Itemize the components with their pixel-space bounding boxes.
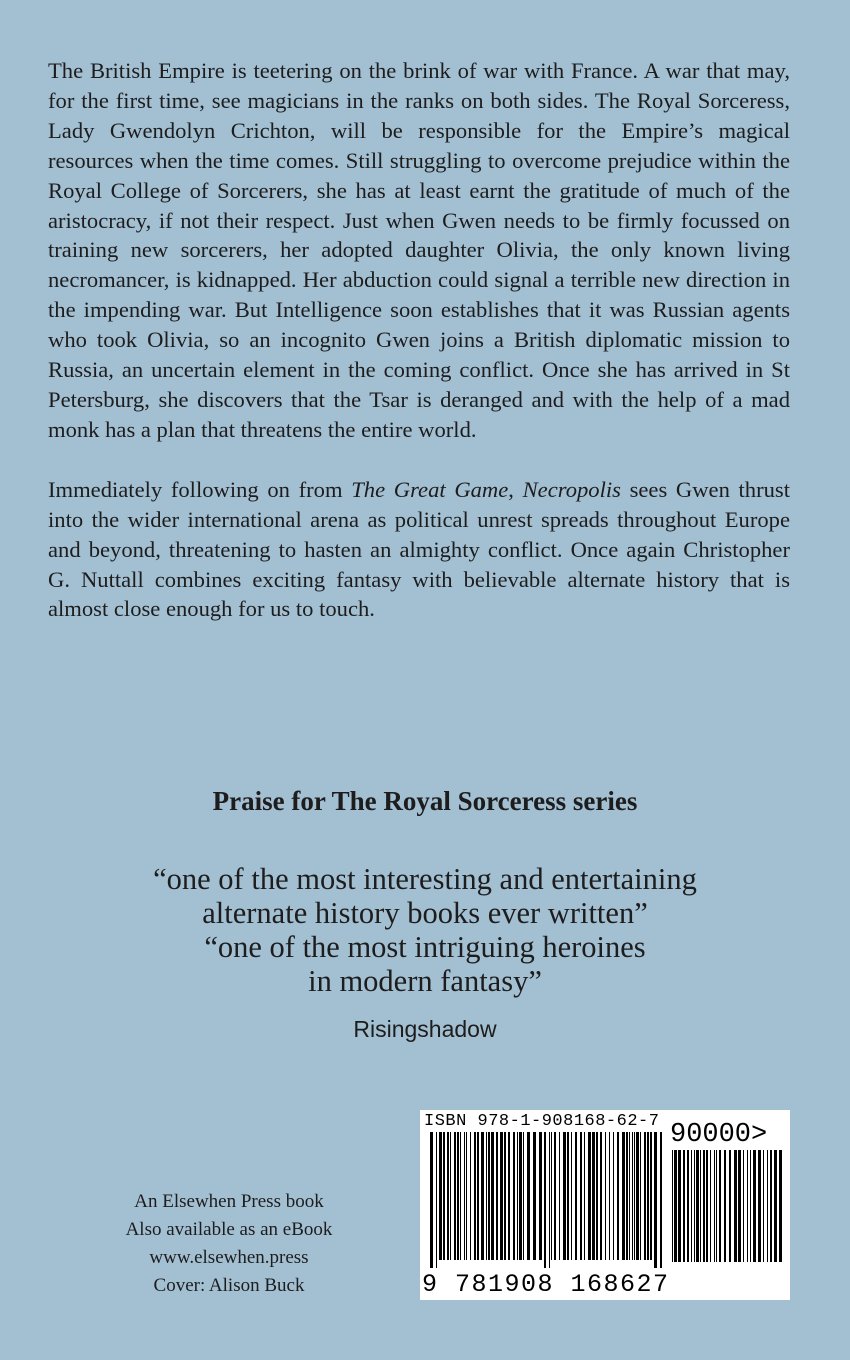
barcode-bar (758, 1150, 761, 1262)
barcode-bar (774, 1150, 777, 1262)
quote-2-line-2: in modern fantasy” (308, 964, 542, 998)
isbn-label: ISBN 978-1-908168-62-7 (424, 1112, 660, 1131)
barcode-bar (554, 1132, 556, 1260)
quote-2-line-1: “one of the most intriguing heroines (204, 930, 646, 964)
barcode-bar (481, 1132, 484, 1260)
barcode-bar (513, 1132, 515, 1260)
barcode-bar (486, 1132, 487, 1260)
barcode-bar (747, 1150, 748, 1262)
barcode-bar (504, 1132, 506, 1260)
barcode-bar (660, 1132, 662, 1268)
barcode-bar (706, 1150, 708, 1262)
barcode-bar (436, 1132, 437, 1268)
barcode-bar (753, 1150, 756, 1262)
barcode-bar (654, 1132, 657, 1268)
publisher-line-3: www.elsewhen.press (149, 1247, 309, 1268)
barcode-bar (609, 1132, 610, 1260)
barcode-bar (517, 1132, 518, 1260)
barcode-bar (500, 1132, 503, 1260)
barcode-bar (600, 1132, 602, 1260)
title-necropolis: Necropolis (522, 476, 621, 502)
barcode-bar (714, 1150, 715, 1262)
barcode-bar (466, 1132, 467, 1260)
barcode-bar (447, 1132, 449, 1260)
barcode-bar (450, 1132, 451, 1260)
barcode-bar (523, 1132, 524, 1260)
barcode-bar (439, 1132, 442, 1260)
barcode-bar (738, 1150, 741, 1262)
barcode-bar (729, 1150, 731, 1262)
barcode-bar (580, 1132, 582, 1260)
barcode-bar (672, 1150, 673, 1262)
barcode-bar (750, 1150, 751, 1262)
publisher-info (103, 1188, 355, 1300)
barcode-bar (636, 1132, 639, 1260)
title-the-great-game: The Great Game (351, 476, 509, 502)
blurb-paragraph-2 (48, 475, 790, 625)
barcode-bar (477, 1132, 479, 1260)
blurb-paragraph-1: The British Empire is teetering on the brink of war with France. A war that may, for the first time, see magicians in the ranks on both sides. The Royal Sorceress, Lady Gwendolyn Crichton, will be responsible for the Empire’s magical resources when the time comes. Still struggling to overcome prejudice within the Royal College of Sorcerers, she has at least earnt the gratitude of much of the aristocracy, if not their respect. Just when Gwen needs to be firmly focussed on training new sorcerers, her adopted daughter Olivia, the only known living necromancer, is kidnapped. Her abduction could signal a terrible new direction in the impending war. But Intelligence soon establishes that it was Russian agents who took Olivia, so an incognito Gwen joins a British diplomatic mission to Russia, an uncertain element in the coming conflict. Once she has arrived in St Petersburg, she discovers that the Tsar is deranged and with the help of a mad monk has a plan that threatens the entire world. (48, 58, 790, 442)
barcode-bar (716, 1150, 717, 1262)
barcode-bar (596, 1132, 598, 1260)
barcode-bar (464, 1132, 465, 1260)
barcode-digits: 9 781908 168627 (422, 1270, 670, 1299)
barcode-bar (694, 1150, 695, 1262)
barcode-bar (527, 1132, 530, 1260)
barcode-bar (454, 1132, 456, 1260)
barcode-bar (496, 1132, 498, 1260)
barcode-bar (533, 1132, 536, 1260)
price-code: 90000> (670, 1120, 768, 1150)
barcode-bar (474, 1132, 476, 1260)
barcode-bar (613, 1132, 614, 1260)
barcode-bar (687, 1150, 689, 1262)
publisher-line-4: Cover: Alison Buck (153, 1275, 305, 1296)
barcode-bar (592, 1132, 595, 1260)
publisher-line-1: An Elsewhen Press book (134, 1191, 324, 1212)
barcode-bar (588, 1132, 591, 1260)
barcode-bar (703, 1150, 705, 1262)
barcode-bar (650, 1132, 652, 1260)
barcode-bar (644, 1132, 646, 1260)
barcode-bar (743, 1150, 744, 1262)
barcode-bar (584, 1132, 585, 1260)
barcode-bar (700, 1150, 701, 1262)
quote-1-line-1: “one of the most interesting and entertaining (153, 862, 697, 896)
barcode-bar (575, 1132, 577, 1260)
barcode (420, 1110, 790, 1300)
barcode-bar (617, 1132, 619, 1260)
barcode-bar (763, 1150, 764, 1262)
barcode-bar (443, 1132, 445, 1260)
barcode-bar (571, 1132, 572, 1260)
barcode-bar (710, 1150, 711, 1262)
praise-quotes (0, 862, 850, 998)
barcode-bar (734, 1150, 737, 1262)
barcode-bar (488, 1132, 490, 1260)
barcode-bar (696, 1150, 699, 1262)
blurb-p2-lead: Immediately following on from (48, 476, 352, 502)
barcode-bar (640, 1132, 641, 1260)
publisher-line-2: Also available as an eBook (125, 1219, 333, 1240)
barcode-bar (470, 1132, 471, 1260)
barcode-bar (683, 1150, 685, 1262)
blurb-p2-rest: sees Gwen thrust into the wider international arena as political unrest spreads throughout Europe and beyond, threatening to hasten an almighty conflict. Once again Christopher G. Nuttall combines exciting fantasy with believable alternate history that is almost close enough for us to touch. (48, 476, 790, 622)
barcode-bar (519, 1132, 522, 1260)
barcode-bar (647, 1132, 649, 1260)
barcode-bar (551, 1132, 552, 1260)
barcode-bar (544, 1132, 546, 1268)
barcode-bar (457, 1132, 459, 1260)
blurb (48, 56, 790, 624)
barcode-bar (719, 1150, 721, 1262)
barcode-bar (691, 1150, 692, 1262)
barcode-bar (767, 1150, 768, 1262)
praise-heading: Praise for The Royal Sorceress series (212, 786, 638, 816)
barcode-bar (632, 1132, 633, 1260)
barcode-bar (605, 1132, 606, 1260)
barcode-bar (567, 1132, 569, 1260)
barcode-bar (779, 1150, 782, 1262)
barcode-bar (491, 1132, 494, 1260)
barcode-bar (634, 1132, 635, 1260)
barcode-addon-bars (672, 1150, 782, 1270)
barcode-bar (430, 1132, 433, 1268)
barcode-bar (724, 1150, 726, 1262)
barcode-bar (559, 1132, 560, 1260)
barcode-bar (629, 1132, 630, 1260)
barcode-bar (770, 1150, 772, 1262)
barcode-bar (508, 1132, 510, 1260)
quote-1-line-2: alternate history books ever written” (202, 896, 648, 930)
blurb-p2-sep: , (508, 476, 523, 502)
barcode-bar (678, 1150, 681, 1262)
quote-source: Risingshadow (353, 1016, 497, 1042)
barcode-bar (460, 1132, 461, 1260)
barcode-bars (430, 1132, 662, 1270)
barcode-bar (549, 1132, 550, 1268)
barcode-bar (626, 1132, 628, 1260)
barcode-bar (622, 1132, 625, 1260)
barcode-bar (539, 1132, 542, 1260)
barcode-bar (674, 1150, 677, 1262)
barcode-bar (563, 1132, 566, 1260)
